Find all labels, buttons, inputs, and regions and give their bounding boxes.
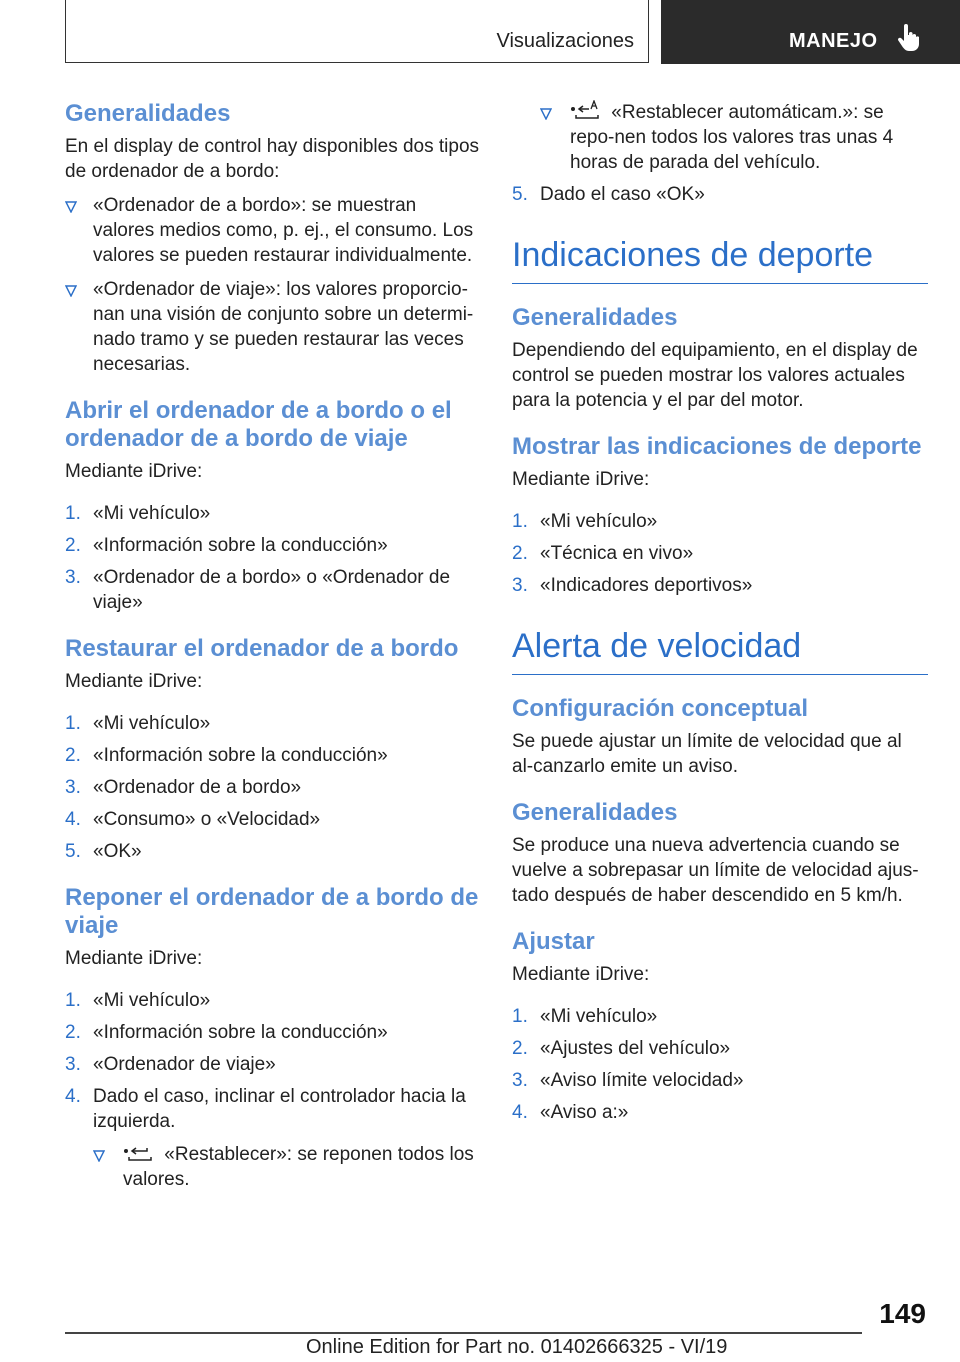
paragraph: Se produce una nueva advertencia cuando se vuelve a sobrepasar un límite de velocidad ajus‐tado después de haber descendido en 5 km/h.: [512, 835, 919, 906]
step-number: 1.: [512, 1006, 528, 1027]
list-item: [512, 1004, 928, 1029]
step-number: 3.: [65, 1054, 81, 1075]
section-title: Abrir el ordenador de a bordo o el ordenador de a bordo de viaje: [65, 397, 452, 452]
page-header: [0, 0, 960, 66]
step-text: «Indicadores deportivos»: [540, 575, 753, 596]
list-item: [512, 100, 928, 175]
paragraph: Se puede ajustar un límite de velocidad que al al‐canzarlo emite un aviso.: [512, 731, 902, 777]
step-number: 2.: [512, 543, 528, 564]
right-column: [512, 100, 928, 1125]
list-item: [65, 1142, 481, 1192]
step-number: 2.: [65, 535, 81, 556]
header-section-box: [65, 0, 649, 63]
paragraph: Mediante iDrive:: [65, 948, 203, 969]
paragraph: Mediante iDrive:: [65, 461, 203, 482]
step-number: 5.: [65, 841, 81, 862]
step-text: «Información sobre la conducción»: [93, 1022, 388, 1043]
step-text: «Ajustes del vehículo»: [540, 1038, 731, 1059]
step-text: «Ordenador de viaje»: [93, 1054, 276, 1075]
section-title: Ajustar: [512, 928, 595, 955]
step-text: «Aviso límite velocidad»: [540, 1070, 744, 1091]
list-item: [512, 541, 928, 566]
step-number: 2.: [512, 1038, 528, 1059]
step-text: «Información sobre la conducción»: [93, 535, 388, 556]
list-item: [65, 711, 481, 736]
paragraph: Mediante iDrive:: [65, 671, 203, 692]
bullet-text: «Ordenador de viaje»: los valores proporcio‐nan una visión de conjunto sobre un determi‐nado tramo y se pueden restaurar las veces necesarias.: [93, 279, 474, 375]
list-item: [65, 1052, 481, 1077]
step-text: «Ordenador de a bordo» o «Ordenador de viaje»: [93, 567, 451, 613]
step-text: «Consumo» o «Velocidad»: [93, 809, 321, 830]
list-item: [65, 807, 481, 832]
triangle-bullet-icon: [93, 1150, 105, 1162]
section-title: Mostrar las indicaciones de deporte: [512, 433, 922, 460]
chapter-heading: Alerta de velocidad: [512, 626, 928, 675]
list-item: [65, 1084, 481, 1134]
step-text: «Mi vehículo»: [93, 713, 211, 734]
paragraph: Mediante iDrive:: [512, 469, 650, 490]
reset-arrow-icon: [123, 1144, 153, 1162]
list-item: [65, 988, 481, 1013]
step-number: 4.: [512, 1102, 528, 1123]
section-title: Generalidades: [512, 799, 678, 826]
step-text: «Mi vehículo»: [540, 511, 658, 532]
section-title: Reponer el ordenador de a bordo de viaje: [65, 884, 479, 939]
list-item: [512, 1100, 928, 1125]
step-text: «Técnica en vivo»: [540, 543, 694, 564]
triangle-bullet-icon: [65, 201, 77, 213]
footer-edition: Online Edition for Part no. 01402666325 - VI/19: [306, 1336, 728, 1358]
list-item: [65, 1020, 481, 1045]
triangle-bullet-icon: [65, 285, 77, 297]
header-section-title: Visualizaciones: [496, 30, 634, 52]
list-item: [65, 565, 481, 615]
triangle-bullet-icon: [540, 108, 552, 120]
list-item: [65, 501, 481, 526]
chapter-heading: Indicaciones de deporte: [512, 235, 928, 284]
step-number: 3.: [65, 777, 81, 798]
section-title: Restaurar el ordenador de a bordo: [65, 635, 459, 662]
step-number: 5.: [512, 184, 528, 205]
step-text: «Mi vehículo»: [540, 1006, 658, 1027]
paragraph: Dependiendo del equipamiento, en el display de control se pueden mostrar los valores actuales para la potencia y el par del motor.: [512, 340, 918, 411]
footer-divider: [65, 1332, 862, 1334]
step-text: «Información sobre la conducción»: [93, 745, 388, 766]
step-number: 1.: [65, 503, 81, 524]
step-text: «OK»: [93, 841, 142, 862]
step-text: «Mi vehículo»: [93, 990, 211, 1011]
step-number: 2.: [65, 745, 81, 766]
list-item: [512, 1068, 928, 1093]
bullet-text: «Ordenador de a bordo»: se muestran valores medios como, p. ej., el consumo. Los valores se pueden restaurar individualmente.: [93, 195, 474, 266]
step-number: 3.: [65, 567, 81, 588]
section-title: Generalidades: [512, 304, 678, 331]
list-item: [512, 509, 928, 534]
step-number: 1.: [512, 511, 528, 532]
auto-reset-icon: [570, 100, 600, 120]
step-text: Dado el caso, inclinar el controlador hacia la izquierda.: [93, 1086, 466, 1132]
list-item: [65, 277, 481, 377]
list-item: [65, 775, 481, 800]
step-text: Dado el caso «OK»: [540, 184, 705, 205]
sub-bullet-text: «Restablecer automáticam.»: se repo‐nen todos los valores tras unas 4 horas de parada del vehículo.: [570, 102, 894, 173]
left-column: [65, 100, 481, 1192]
step-text: «Aviso a:»: [540, 1102, 629, 1123]
list-item: [512, 573, 928, 598]
step-text: «Mi vehículo»: [93, 503, 211, 524]
list-item: [65, 193, 481, 268]
step-number: 3.: [512, 1070, 528, 1091]
sub-bullet-text: «Restablecer»: se reponen todos los valores.: [123, 1144, 474, 1190]
step-number: 1.: [65, 713, 81, 734]
paragraph: En el display de control hay disponibles dos tipos de ordenador de a bordo:: [65, 136, 480, 182]
header-chapter-title: MANEJO: [789, 30, 878, 52]
list-item: [65, 743, 481, 768]
list-item: [65, 839, 481, 864]
step-number: 3.: [512, 575, 528, 596]
step-number: 4.: [65, 1086, 81, 1107]
paragraph: Mediante iDrive:: [512, 964, 650, 985]
step-text: «Ordenador de a bordo»: [93, 777, 302, 798]
section-title: Generalidades: [65, 100, 231, 127]
section-title: Configuración conceptual: [512, 695, 809, 722]
list-item: [65, 533, 481, 558]
step-number: 1.: [65, 990, 81, 1011]
hand-pointer-icon: [897, 24, 919, 52]
step-number: 4.: [65, 809, 81, 830]
page-number: 149: [879, 1298, 926, 1329]
list-item: [512, 182, 928, 207]
header-chapter-tab: [661, 0, 960, 64]
step-number: 2.: [65, 1022, 81, 1043]
list-item: [512, 1036, 928, 1061]
